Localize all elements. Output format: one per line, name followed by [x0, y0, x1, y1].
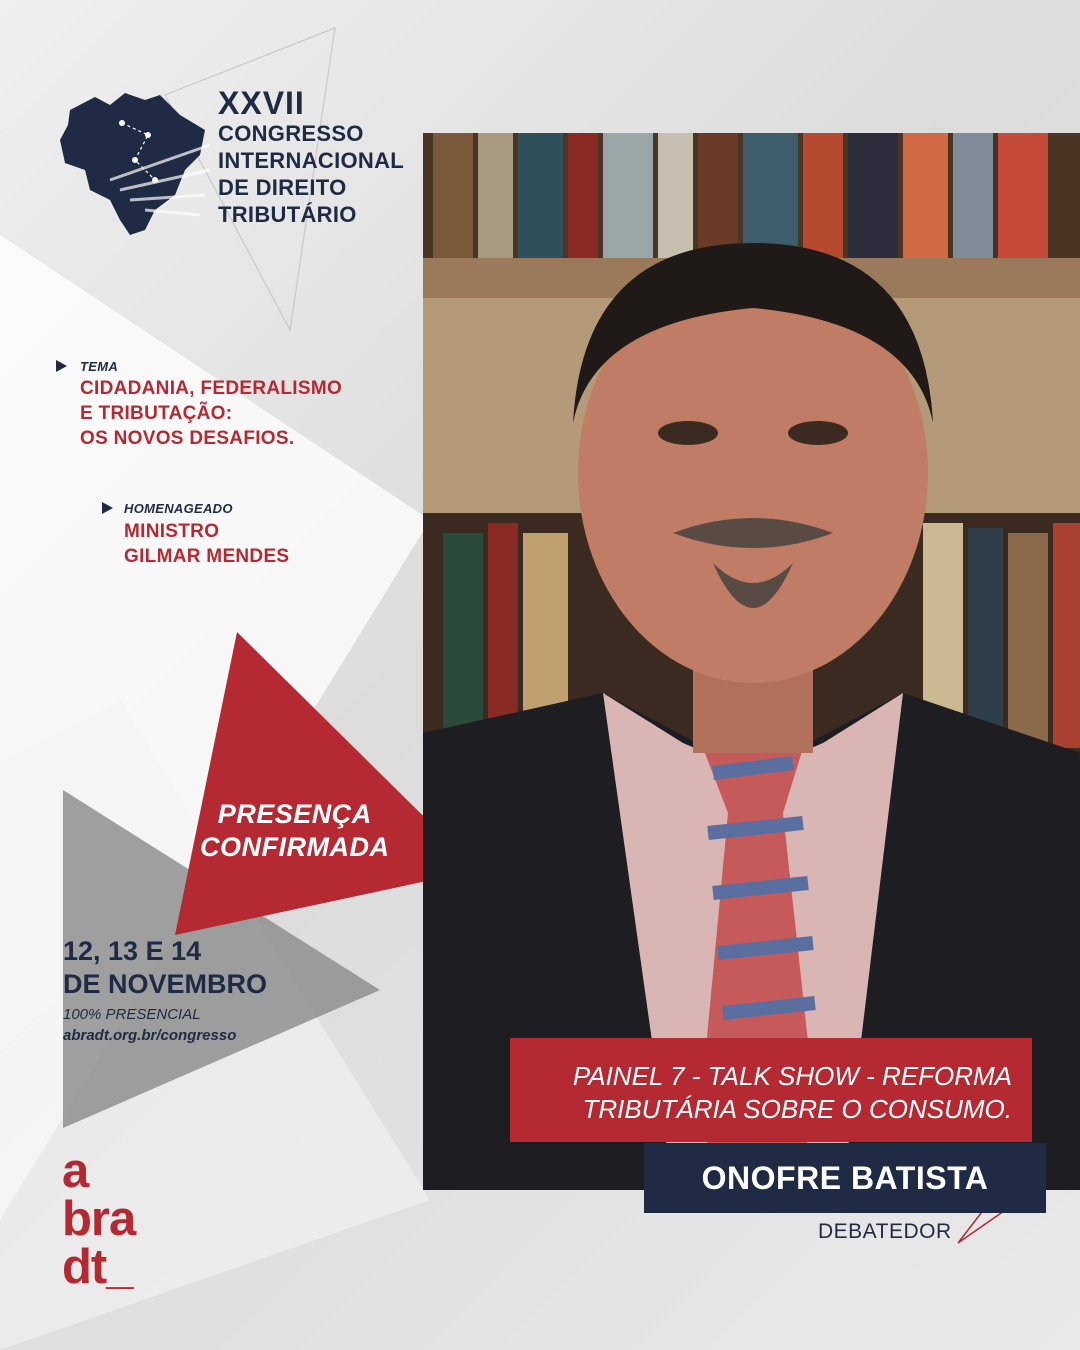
- congress-title: [218, 86, 404, 228]
- presence-line: PRESENÇA: [217, 799, 372, 829]
- event-url[interactable]: abradt.org.br/congresso: [63, 1027, 237, 1044]
- speaker-portrait-illustration: [423, 133, 1080, 1190]
- homenageado-text: [124, 519, 289, 569]
- congress-line: INTERNACIONAL: [218, 148, 405, 173]
- tema-line: OS NOVOS DESAFIOS.: [80, 428, 295, 449]
- homenageado-label: HOMENAGEADO: [124, 501, 233, 516]
- congress-line: DE DIREITO: [218, 175, 347, 200]
- tema-text: [80, 376, 342, 451]
- congress-line: TRIBUTÁRIO: [218, 202, 357, 227]
- tema-label: TEMA: [80, 359, 119, 374]
- homenageado-line: GILMAR MENDES: [124, 546, 290, 567]
- logo-line: bra: [62, 1192, 136, 1246]
- speaker-role: DEBATEDOR: [818, 1220, 952, 1243]
- tema-line: CIDADANIA, FEDERALISMO: [80, 378, 343, 399]
- logo-line: a: [62, 1144, 89, 1198]
- panel-banner: [510, 1038, 1032, 1142]
- speaker-name: ONOFRE BATISTA: [701, 1160, 989, 1196]
- congress-edition: XXVII: [218, 85, 305, 121]
- tema-line: E TRIBUTAÇÃO:: [80, 403, 233, 424]
- panel-title: [522, 1060, 1012, 1126]
- play-marker-icon: [56, 360, 67, 372]
- speaker-photo: [423, 133, 1080, 1190]
- logo-line: dt_: [62, 1240, 133, 1294]
- presence-line: CONFIRMADA: [200, 832, 390, 862]
- presence-confirmed: [200, 798, 389, 864]
- event-mode: 100% PRESENCIAL: [63, 1006, 201, 1023]
- play-marker-icon: [102, 502, 113, 514]
- panel-line: PAINEL 7 - TALK SHOW - REFORMA: [572, 1061, 1012, 1091]
- brazil-map-logo: [50, 85, 215, 245]
- congress-line: CONGRESSO: [218, 121, 364, 146]
- event-dates: 12, 13 E 14: [63, 936, 202, 966]
- event-info: [63, 935, 267, 1047]
- speaker-name-banner: [644, 1143, 1046, 1213]
- event-month: DE NOVEMBRO: [63, 969, 268, 999]
- abradt-logo: [62, 1144, 136, 1294]
- homenageado-line: MINISTRO: [124, 521, 220, 542]
- panel-line: TRIBUTÁRIA SOBRE O CONSUMO.: [582, 1094, 1012, 1124]
